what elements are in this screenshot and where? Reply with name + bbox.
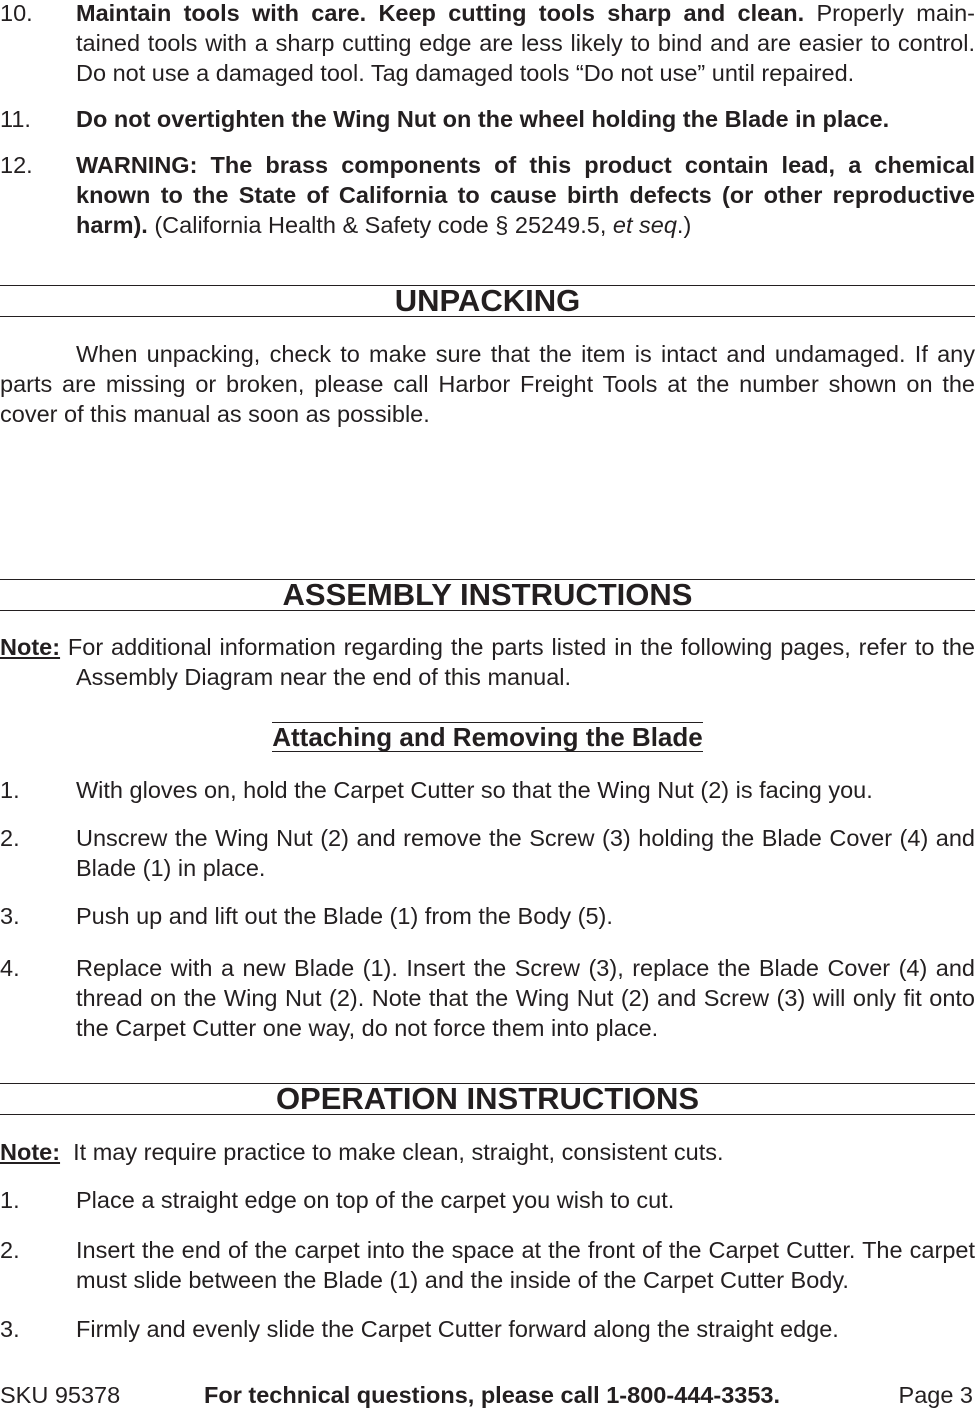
step-number: 2. [0, 1237, 20, 1263]
item-italic-text: et seq [612, 212, 677, 238]
item-number: 11. [0, 106, 31, 132]
unpacking-heading [0, 285, 975, 317]
safety-item-12 [0, 150, 975, 240]
item-bold-text: Do not overtighten the Wing Nut on the wheel holding the Blade in place. [76, 106, 890, 132]
heading-text: OPERATION INSTRUCTIONS [275, 1081, 700, 1116]
blade-subheading [0, 722, 975, 752]
item-number: 10. [0, 0, 33, 26]
item-text: (California Health & Safety code § 25249.5, [147, 212, 613, 238]
note-text: It may require practice to make clean, straight, consistent cuts. [60, 1139, 724, 1165]
step-text: Push up and lift out the Blade (1) from the Body (5). [76, 903, 613, 929]
assembly-step-1 [0, 775, 975, 805]
item-number: 12. [0, 152, 33, 178]
note-label: Note: [0, 634, 61, 660]
note-text: For additional information regarding the parts listed in the following pages, refer to the Assembly Diagram near the end of this manual. [60, 634, 975, 690]
note-label: Note: [0, 1139, 61, 1165]
step-text: Place a straight edge on top of the carpet you wish to cut. [76, 1187, 675, 1213]
step-text: Firmly and evenly slide the Carpet Cutter forward along the straight edge. [76, 1316, 839, 1342]
assembly-step-2 [0, 823, 975, 883]
heading-text: ASSEMBLY INSTRUCTIONS [282, 577, 693, 612]
safety-item-11 [0, 104, 975, 134]
step-text: Replace with a new Blade (1). Insert the Screw (3), replace the Blade Cover (4) and thread on the Wing Nut (2). Note that the Wing Nut (2) and Screw (3) will only fit onto the Carpet Cutter one way, do not force them into place. [76, 955, 975, 1041]
footer-page-number: Page 3 [898, 1382, 973, 1408]
step-text: Insert the end of the carpet into the space at the front of the Carpet Cutter. The carpet must slide between the Blade (1) and the inside of the Carpet Cutter Body. [76, 1237, 975, 1293]
footer-sku: SKU 95378 [0, 1382, 121, 1408]
step-number: 1. [0, 777, 20, 803]
step-number: 3. [0, 903, 20, 929]
footer-contact: For technical questions, please call 1-800-444-3353. [204, 1382, 781, 1408]
assembly-step-3 [0, 901, 975, 931]
heading-text: UNPACKING [394, 283, 581, 318]
operation-note [0, 1137, 975, 1167]
assembly-heading [0, 579, 975, 611]
step-text: Unscrew the Wing Nut (2) and remove the Screw (3) holding the Blade Cover (4) and Blade (1) in place. [76, 825, 975, 881]
item-tail-text: .) [676, 212, 692, 238]
operation-step-1 [0, 1185, 975, 1215]
step-text: With gloves on, hold the Carpet Cutter so that the Wing Nut (2) is facing you. [76, 777, 873, 803]
assembly-note [0, 632, 975, 692]
step-number: 1. [0, 1187, 20, 1213]
unpacking-paragraph: When unpacking, check to make sure that the item is intact and undamaged. If any parts are missing or broken, please call Harbor Freight Tools at the number shown on the cover of this manual as soon as possible. [0, 341, 975, 427]
subheading-text: Attaching and Removing the Blade [272, 722, 703, 752]
operation-step-3 [0, 1314, 975, 1344]
step-number: 3. [0, 1316, 20, 1342]
page-footer [0, 1380, 975, 1410]
item-bold-text: Maintain tools with care. Keep cutting tools sharp and clean. [76, 0, 805, 26]
item-bold-text: WARNING: The brass components of this product contain lead, a chemical known to the State of California to cause birth defects (or other reproductive harm). [76, 152, 975, 238]
operation-heading [0, 1083, 975, 1115]
step-number: 4. [0, 955, 20, 981]
operation-step-2 [0, 1235, 975, 1295]
step-number: 2. [0, 825, 20, 851]
safety-item-10 [0, 0, 975, 88]
assembly-step-4 [0, 953, 975, 1043]
item-text: Properly main-tained tools with a sharp cutting edge are less likely to bind and are easier to control. Do not use a damaged tool. Tag damaged tools “Do not use” until repaired. [76, 0, 975, 86]
